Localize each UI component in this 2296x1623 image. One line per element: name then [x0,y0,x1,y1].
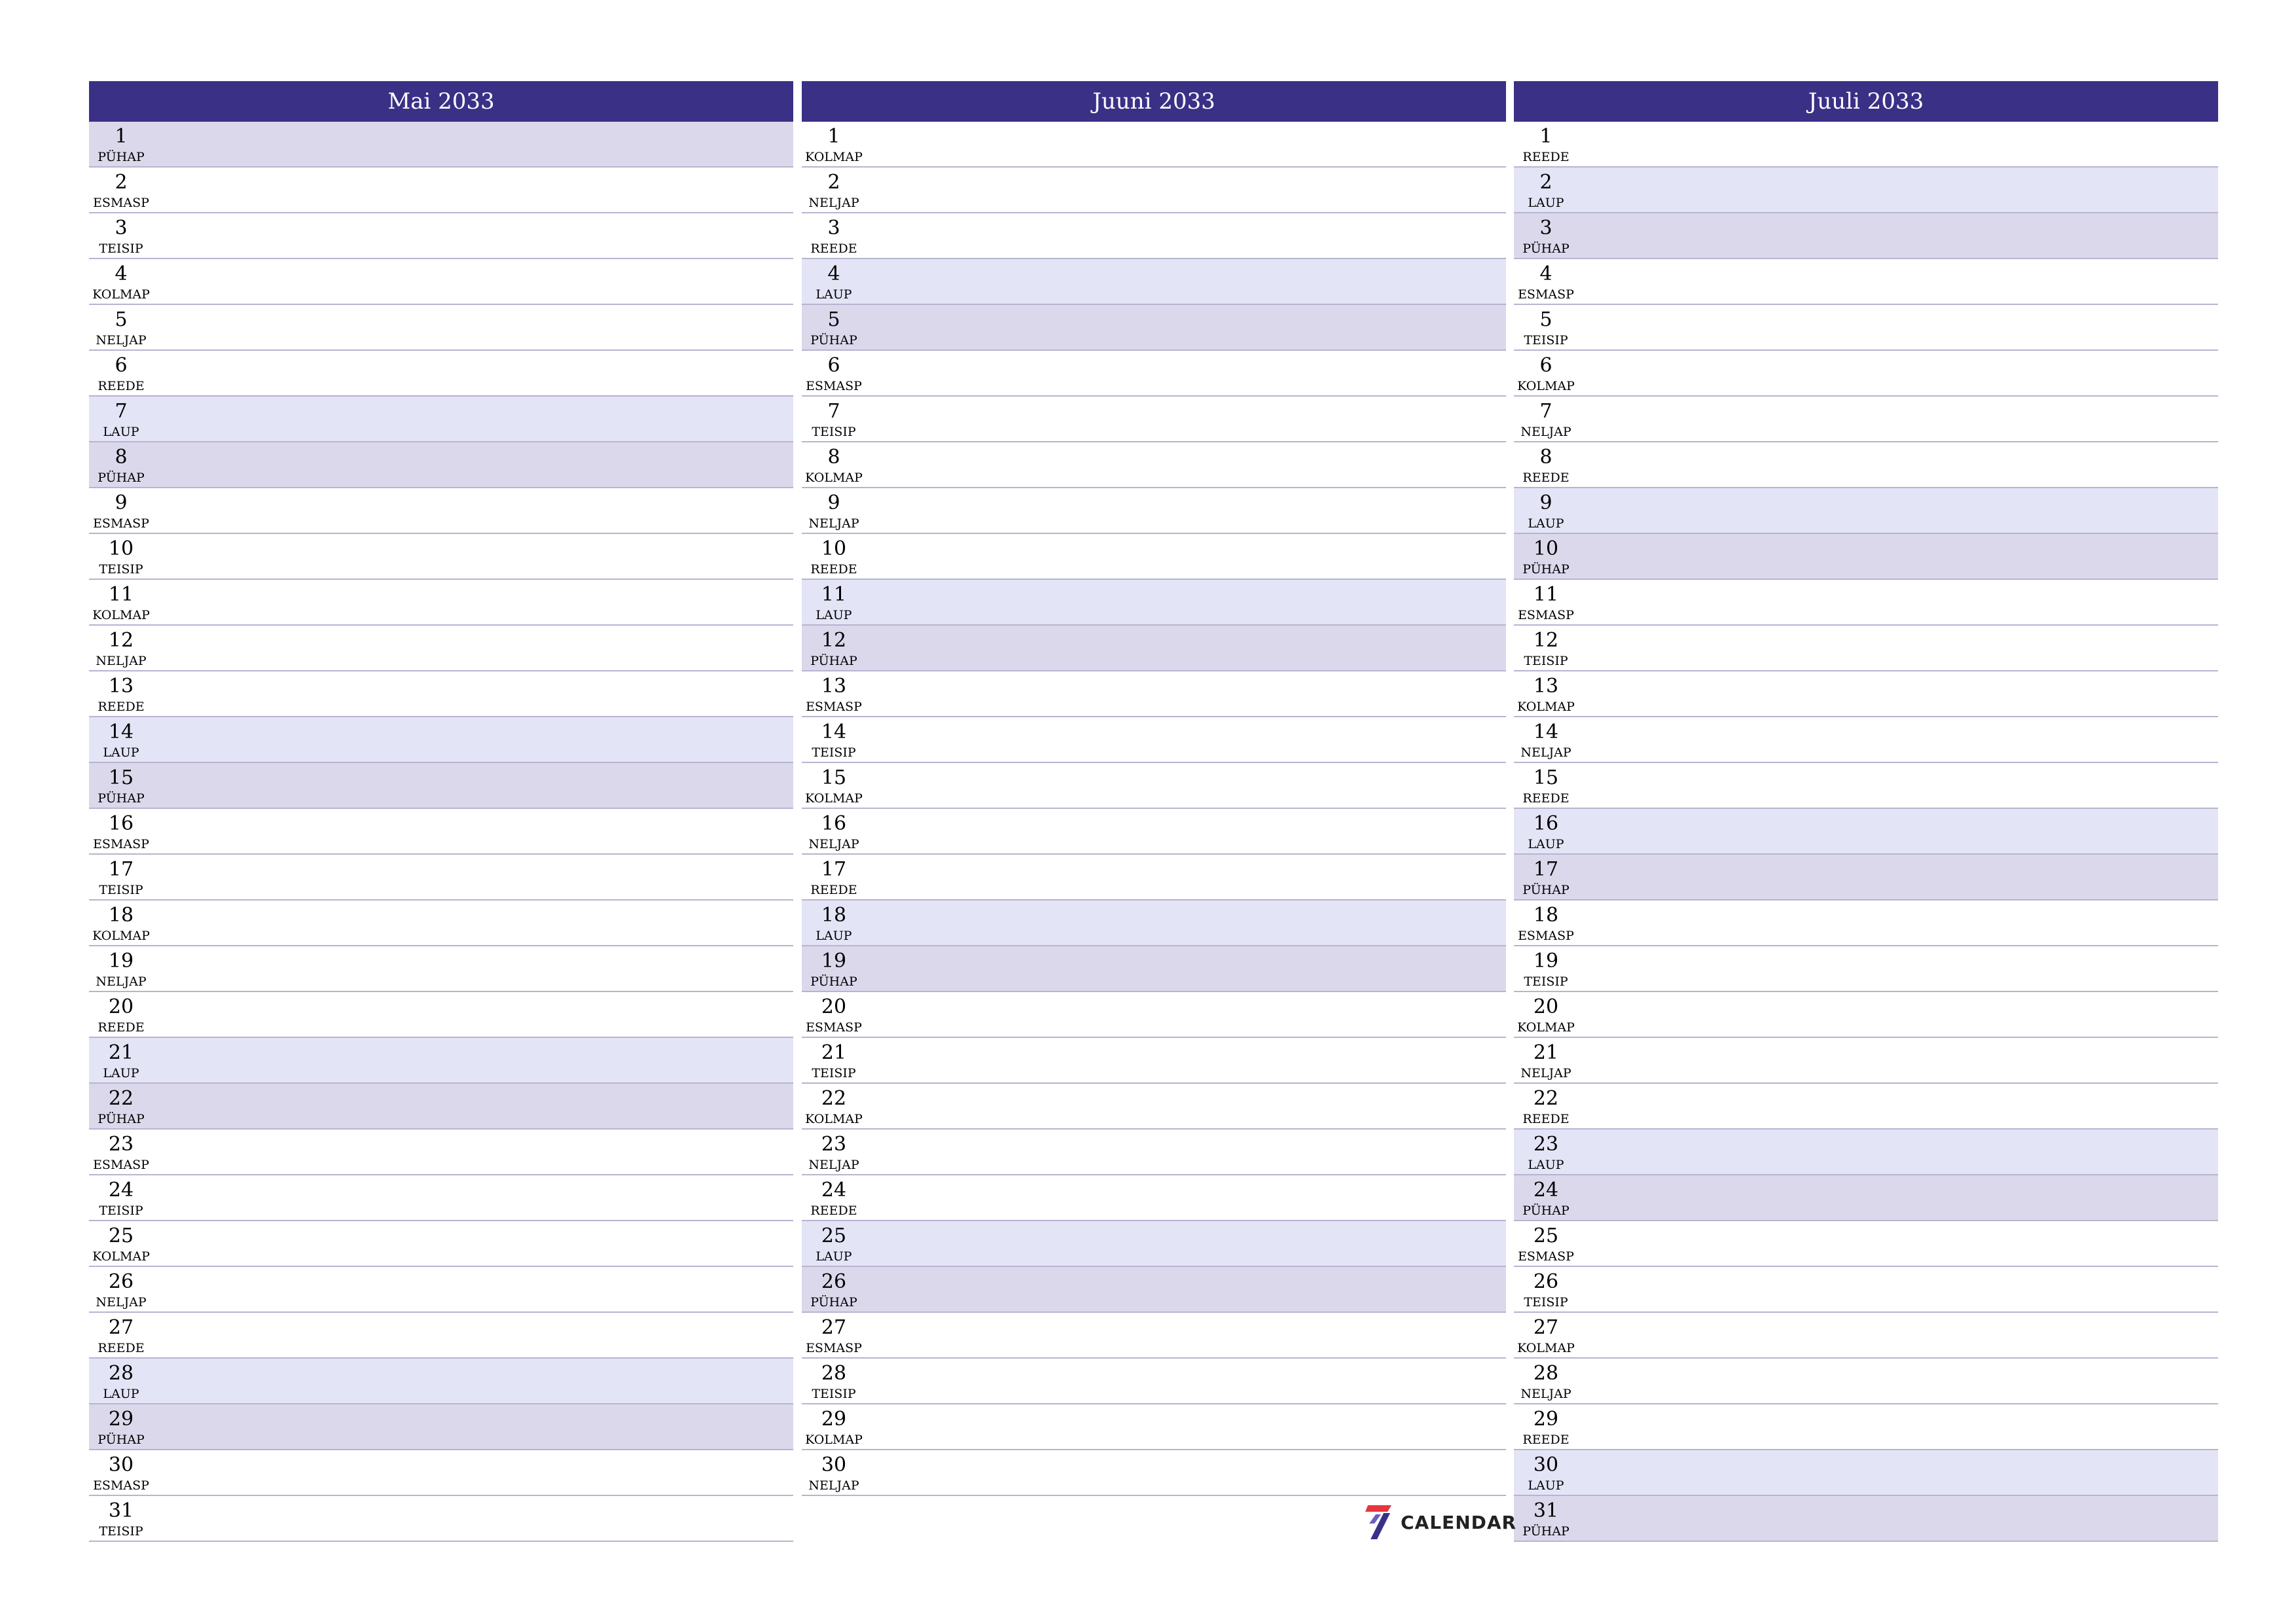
day-number: 14 [1533,721,1559,743]
day-number: 29 [1533,1408,1559,1431]
day-number: 21 [1533,1041,1559,1064]
day-number: 27 [108,1316,134,1339]
day-row [802,351,1506,397]
weekday-name: NELJAP [1520,745,1571,760]
weekday-name: REEDE [98,1020,145,1035]
day-number: 22 [1533,1087,1559,1110]
weekday-name: KOLMAP [92,929,150,943]
weekday-name: REEDE [810,562,857,577]
day-number: 9 [115,491,128,514]
day-number: 27 [821,1316,847,1339]
month-title: Mai 2033 [89,81,793,122]
day-row [802,1221,1506,1267]
day-row [802,1130,1506,1175]
weekday-name: TEISIP [812,745,856,760]
month-july [1514,81,2218,1542]
day-row [802,1084,1506,1130]
day-number: 8 [115,446,128,469]
day-list [802,122,1506,1496]
day-row [89,534,793,580]
day-number: 1 [827,125,840,148]
day-row [1514,534,2218,580]
day-number: 16 [821,812,847,835]
weekday-name: KOLMAP [92,1249,150,1264]
day-row [802,671,1506,717]
weekday-name: TEISIP [1524,1295,1568,1310]
day-number: 24 [821,1179,847,1202]
day-number: 11 [1533,583,1559,606]
weekday-name: ESMASP [93,196,149,210]
day-row [802,901,1506,946]
day-row [1514,259,2218,305]
day-number: 25 [821,1224,847,1247]
weekday-name: TEISIP [1524,333,1568,348]
weekday-name: TEISIP [99,241,143,256]
weekday-name: TEISIP [812,1066,856,1080]
weekday-name: KOLMAP [805,471,863,485]
day-row [1514,1130,2218,1175]
day-number: 7 [115,400,128,423]
day-row [1514,488,2218,534]
day-row [89,946,793,992]
weekday-name: REEDE [810,241,857,256]
day-number: 8 [1539,446,1552,469]
weekday-name: NELJAP [1520,425,1571,439]
day-row [89,1038,793,1084]
weekday-name: PÜHAP [98,1112,145,1126]
day-row [802,488,1506,534]
day-row [1514,1496,2218,1542]
day-number: 24 [1533,1179,1559,1202]
day-number: 16 [1533,812,1559,835]
weekday-name: LAUP [1528,1158,1564,1172]
day-row [802,992,1506,1038]
day-row [1514,671,2218,717]
weekday-name: LAUP [103,425,139,439]
day-number: 18 [1533,904,1559,927]
weekday-name: ESMASP [93,516,149,531]
day-number: 6 [827,354,840,377]
day-number: 28 [1533,1362,1559,1385]
day-number: 4 [115,262,128,285]
day-row [1514,946,2218,992]
weekday-name: NELJAP [808,196,859,210]
weekday-name: PÜHAP [810,333,857,348]
weekday-name: REEDE [1522,1433,1570,1447]
day-number: 10 [108,537,134,560]
day-number: 5 [1539,308,1552,331]
weekday-name: ESMASP [93,1158,149,1172]
weekday-name: NELJAP [808,1158,859,1172]
day-number: 13 [1533,675,1559,698]
day-row [89,717,793,763]
day-number: 15 [1533,766,1559,789]
day-number: 22 [108,1087,134,1110]
weekday-name: ESMASP [1518,287,1574,302]
weekday-name: NELJAP [96,654,147,668]
weekday-name: REEDE [810,1204,857,1218]
day-row [89,580,793,626]
weekday-name: REEDE [1522,150,1570,164]
weekday-name: PÜHAP [98,791,145,806]
day-row [1514,1404,2218,1450]
day-number: 8 [827,446,840,469]
day-number: 10 [821,537,847,560]
day-row [802,305,1506,351]
weekday-name: REEDE [1522,1112,1570,1126]
weekday-name: NELJAP [96,333,147,348]
day-number: 12 [821,629,847,652]
weekday-name: LAUP [103,745,139,760]
weekday-name: KOLMAP [805,791,863,806]
day-row [1514,213,2218,259]
weekday-name: TEISIP [99,883,143,897]
weekday-name: LAUP [816,287,852,302]
day-row [89,1313,793,1359]
day-row [1514,717,2218,763]
weekday-name: ESMASP [93,1478,149,1493]
weekday-name: TEISIP [812,1387,856,1401]
day-row [89,1496,793,1542]
day-number: 4 [827,262,840,285]
day-number: 11 [108,583,134,606]
day-row [802,809,1506,855]
weekday-name: PÜHAP [1522,883,1570,897]
weekday-name: NELJAP [808,1478,859,1493]
day-number: 15 [108,766,134,789]
day-row [1514,1359,2218,1404]
day-number: 21 [821,1041,847,1064]
weekday-name: PÜHAP [1522,562,1570,577]
weekday-name: ESMASP [1518,1249,1574,1264]
weekday-name: KOLMAP [1517,379,1575,393]
day-row [1514,351,2218,397]
day-row [89,1359,793,1404]
day-row [89,213,793,259]
weekday-name: REEDE [1522,791,1570,806]
weekday-name: LAUP [1528,196,1564,210]
day-row [802,1404,1506,1450]
weekday-name: NELJAP [1520,1066,1571,1080]
day-number: 17 [821,858,847,881]
day-row [1514,1267,2218,1313]
weekday-name: PÜHAP [810,654,857,668]
day-row [1514,397,2218,442]
day-number: 2 [827,171,840,194]
day-number: 26 [821,1270,847,1293]
day-number: 17 [108,858,134,881]
day-row [1514,901,2218,946]
weekday-name: NELJAP [96,974,147,989]
month-june [802,81,1506,1496]
day-row [89,1221,793,1267]
day-row [1514,305,2218,351]
weekday-name: REEDE [98,700,145,714]
logo-text: CALENDAR [1401,1511,1517,1533]
day-row [802,763,1506,809]
weekday-name: TEISIP [1524,974,1568,989]
day-row [802,626,1506,671]
day-number: 24 [108,1179,134,1202]
day-number: 17 [1533,858,1559,881]
day-number: 31 [108,1499,134,1522]
weekday-name: ESMASP [806,700,862,714]
month-may [89,81,793,1542]
day-number: 16 [108,812,134,835]
day-row [1514,1038,2218,1084]
day-row [802,1450,1506,1496]
day-row [802,946,1506,992]
weekday-name: REEDE [98,1341,145,1355]
weekday-name: KOLMAP [92,608,150,622]
day-list [1514,122,2218,1542]
weekday-name: KOLMAP [805,1433,863,1447]
day-number: 7 [827,400,840,423]
weekday-name: PÜHAP [1522,1204,1570,1218]
day-row [89,901,793,946]
weekday-name: NELJAP [1520,1387,1571,1401]
day-row [1514,992,2218,1038]
day-number: 20 [108,995,134,1018]
day-row [1514,580,2218,626]
day-number: 6 [115,354,128,377]
day-number: 2 [1539,171,1552,194]
weekday-name: ESMASP [1518,608,1574,622]
weekday-name: REEDE [810,883,857,897]
weekday-name: KOLMAP [1517,1020,1575,1035]
day-number: 25 [1533,1224,1559,1247]
day-number: 13 [108,675,134,698]
day-number: 2 [115,171,128,194]
day-row [89,671,793,717]
weekday-name: NELJAP [808,516,859,531]
weekday-name: TEISIP [812,425,856,439]
weekday-name: PÜHAP [98,1433,145,1447]
weekday-name: TEISIP [99,562,143,577]
day-row [1514,1221,2218,1267]
day-row [89,488,793,534]
day-number: 30 [821,1454,847,1476]
day-number: 29 [821,1408,847,1431]
weekday-name: ESMASP [806,1341,862,1355]
day-row [1514,442,2218,488]
weekday-name: PÜHAP [98,471,145,485]
day-number: 23 [821,1133,847,1156]
day-number: 19 [1533,950,1559,972]
day-number: 23 [108,1133,134,1156]
day-number: 18 [821,904,847,927]
weekday-name: TEISIP [1524,654,1568,668]
day-number: 3 [115,217,128,240]
weekday-name: KOLMAP [805,1112,863,1126]
day-number: 25 [108,1224,134,1247]
weekday-name: NELJAP [808,837,859,851]
day-number: 13 [821,675,847,698]
weekday-name: LAUP [1528,837,1564,851]
day-row [1514,809,2218,855]
day-number: 21 [108,1041,134,1064]
day-number: 11 [821,583,847,606]
day-row [802,168,1506,213]
day-row [89,1175,793,1221]
day-number: 27 [1533,1316,1559,1339]
weekday-name: KOLMAP [805,150,863,164]
day-row [1514,122,2218,168]
day-row [89,1084,793,1130]
day-number: 19 [108,950,134,972]
day-number: 9 [1539,491,1552,514]
day-row [89,351,793,397]
month-title: Juuli 2033 [1514,81,2218,122]
day-number: 20 [821,995,847,1018]
day-number: 12 [1533,629,1559,652]
weekday-name: LAUP [1528,516,1564,531]
weekday-name: PÜHAP [98,150,145,164]
day-row [802,534,1506,580]
seven-logo-icon [1365,1504,1394,1541]
day-number: 23 [1533,1133,1559,1156]
day-row [802,717,1506,763]
day-number: 26 [1533,1270,1559,1293]
day-number: 5 [827,308,840,331]
day-row [89,122,793,168]
day-number: 12 [108,629,134,652]
day-row [1514,1175,2218,1221]
day-number: 4 [1539,262,1552,285]
day-number: 9 [827,491,840,514]
day-row [802,1313,1506,1359]
day-row [1514,168,2218,213]
day-row [89,1404,793,1450]
day-number: 28 [108,1362,134,1385]
day-row [802,1175,1506,1221]
day-row [89,855,793,901]
day-row [89,397,793,442]
weekday-name: PÜHAP [810,1295,857,1310]
day-row [802,580,1506,626]
day-number: 1 [1539,125,1552,148]
day-number: 30 [108,1454,134,1476]
day-row [89,259,793,305]
day-row [89,442,793,488]
day-number: 20 [1533,995,1559,1018]
day-number: 7 [1539,400,1552,423]
day-list [89,122,793,1542]
weekday-name: PÜHAP [1522,241,1570,256]
day-row [1514,1313,2218,1359]
day-row [89,992,793,1038]
day-number: 22 [821,1087,847,1110]
weekday-name: NELJAP [96,1295,147,1310]
day-row [1514,1084,2218,1130]
weekday-name: REEDE [98,379,145,393]
day-row [802,397,1506,442]
day-number: 6 [1539,354,1552,377]
day-row [89,763,793,809]
weekday-name: LAUP [816,1249,852,1264]
weekday-name: LAUP [103,1387,139,1401]
day-row [1514,1450,2218,1496]
weekday-name: TEISIP [99,1524,143,1539]
day-number: 3 [827,217,840,240]
weekday-name: ESMASP [93,837,149,851]
day-number: 18 [108,904,134,927]
day-number: 29 [108,1408,134,1431]
day-row [89,1267,793,1313]
day-row [802,259,1506,305]
day-row [802,442,1506,488]
weekday-name: LAUP [816,929,852,943]
weekday-name: ESMASP [1518,929,1574,943]
month-title: Juuni 2033 [802,81,1506,122]
day-number: 14 [108,721,134,743]
day-row [802,213,1506,259]
day-row [1514,626,2218,671]
day-number: 26 [108,1270,134,1293]
weekday-name: LAUP [816,608,852,622]
day-row [1514,855,2218,901]
day-row [89,1450,793,1496]
day-row [802,855,1506,901]
weekday-name: PÜHAP [1522,1524,1570,1539]
day-row [89,305,793,351]
day-number: 30 [1533,1454,1559,1476]
day-number: 28 [821,1362,847,1385]
weekday-name: LAUP [1528,1478,1564,1493]
day-row [802,1359,1506,1404]
day-row [89,626,793,671]
weekday-name: TEISIP [99,1204,143,1218]
day-number: 15 [821,766,847,789]
weekday-name: KOLMAP [1517,1341,1575,1355]
weekday-name: ESMASP [806,1020,862,1035]
weekday-name: KOLMAP [1517,700,1575,714]
weekday-name: REEDE [1522,471,1570,485]
day-row [89,809,793,855]
weekday-name: PÜHAP [810,974,857,989]
day-number: 19 [821,950,847,972]
day-number: 10 [1533,537,1559,560]
day-row [802,122,1506,168]
day-number: 1 [115,125,128,148]
weekday-name: LAUP [103,1066,139,1080]
day-row [1514,763,2218,809]
weekday-name: ESMASP [806,379,862,393]
day-row [89,1130,793,1175]
day-number: 31 [1533,1499,1559,1522]
day-number: 5 [115,308,128,331]
day-number: 14 [821,721,847,743]
day-row [89,168,793,213]
day-row [802,1038,1506,1084]
day-number: 3 [1539,217,1552,240]
weekday-name: KOLMAP [92,287,150,302]
day-row [802,1267,1506,1313]
calendar-logo [1365,1504,1516,1541]
